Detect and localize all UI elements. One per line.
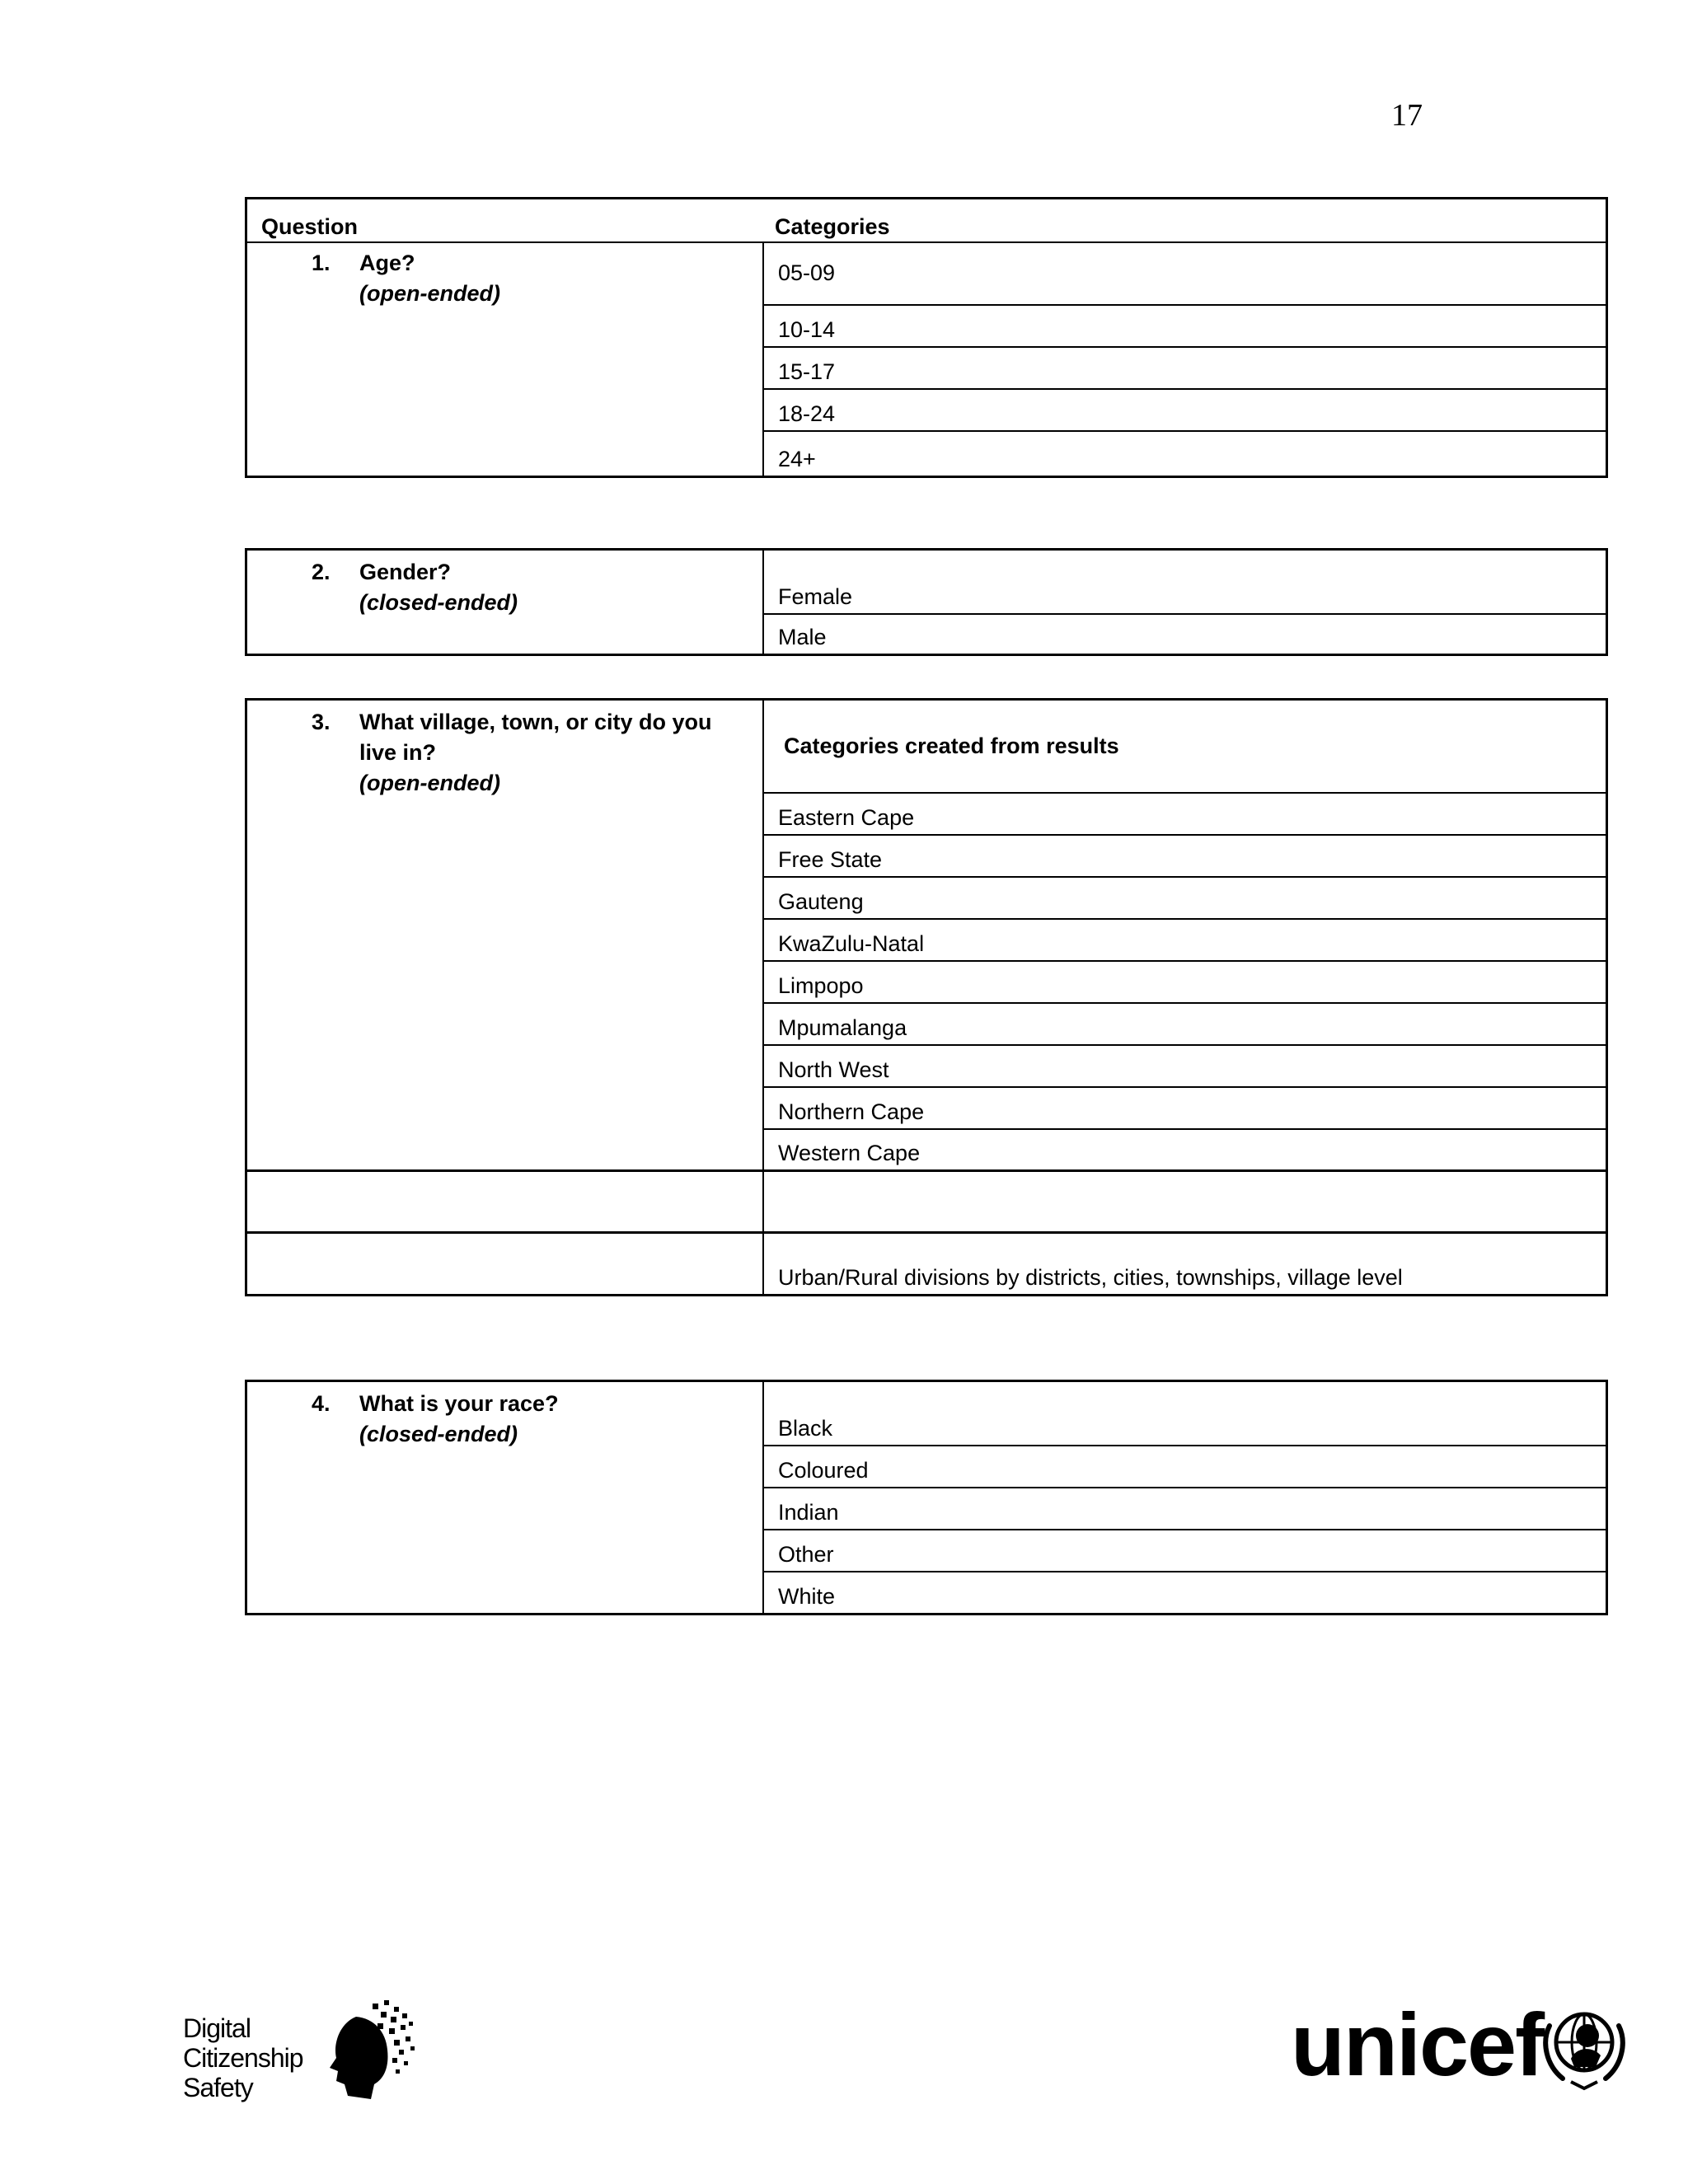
category-row: Eastern Cape [764, 792, 1606, 834]
category-row: North West [764, 1044, 1606, 1086]
category-row: Male [764, 613, 1606, 654]
category-row: Limpopo [764, 960, 1606, 1002]
categories-subheader: Categories created from results [784, 733, 1119, 758]
head-pixels-icon [323, 1999, 422, 2106]
question-type: (closed-ended) [359, 590, 518, 615]
category-row: Female [778, 584, 853, 609]
category-row: KwaZulu-Natal [764, 918, 1606, 960]
unicef-logo [1291, 1994, 1637, 2098]
question-3-cell [247, 701, 764, 1169]
category-row: 15-17 [764, 346, 1606, 388]
category-row: Gauteng [764, 876, 1606, 918]
categories-column [764, 551, 1606, 654]
question-number: 4. [312, 1391, 331, 1416]
categories-column [764, 1234, 1606, 1294]
category-row: Indian [764, 1487, 1606, 1529]
categories-column [764, 241, 1606, 476]
question-text: What is your race? [359, 1391, 559, 1416]
header-question: Question [261, 214, 359, 239]
categories-column [764, 701, 1606, 1169]
dcs-logo-text [183, 2013, 303, 2102]
empty-row [245, 1169, 1608, 1234]
page-number: 17 [1391, 98, 1423, 133]
question-2-cell [247, 551, 764, 654]
category-row: Coloured [764, 1445, 1606, 1487]
digital-citizenship-safety-logo [183, 1999, 422, 2106]
category-row: White [764, 1571, 1606, 1613]
question-type: (closed-ended) [359, 1422, 518, 1446]
question-text: What village, town, or city do you live in? [359, 710, 712, 765]
question-1-table [245, 241, 1608, 478]
category-row: Mpumalanga [764, 1002, 1606, 1044]
question-text: Gender? [359, 560, 452, 584]
question-type: (open-ended) [359, 281, 500, 306]
categories-column [764, 1382, 1606, 1613]
category-row: Black [778, 1416, 833, 1441]
category-row: Western Cape [764, 1128, 1606, 1169]
category-row: Free State [764, 834, 1606, 876]
dcs-logo-line: Safety [183, 2073, 253, 2102]
question-4-cell [247, 1382, 764, 1613]
category-row: Other [764, 1529, 1606, 1571]
category-row: 05-09 [778, 260, 836, 285]
question-number: 3. [312, 710, 331, 734]
empty-category-cell [764, 1172, 1606, 1231]
question-text: Age? [359, 251, 415, 275]
question-number: 1. [312, 251, 331, 275]
category-row: 18-24 [764, 388, 1606, 430]
question-4-table [245, 1380, 1608, 1615]
table-header [245, 197, 1608, 243]
category-row: Northern Cape [764, 1086, 1606, 1128]
category-row: Urban/Rural divisions by districts, cities, townships, village level [778, 1265, 1403, 1290]
unicef-wordmark: unicef [1291, 1994, 1544, 2094]
header-categories: Categories [775, 214, 890, 239]
urban-rural-row [245, 1231, 1608, 1296]
category-row: 10-14 [764, 304, 1606, 346]
empty-question-cell [247, 1234, 764, 1294]
unicef-emblem-icon [1538, 2001, 1630, 2092]
category-row: 24+ [764, 430, 1606, 476]
question-1-cell [247, 241, 764, 476]
empty-question-cell [247, 1172, 764, 1231]
question-3-table [245, 698, 1608, 1172]
question-type: (open-ended) [359, 771, 500, 795]
question-2-table [245, 548, 1608, 656]
dcs-logo-line: Citizenship [183, 2043, 303, 2073]
dcs-logo-line: Digital [183, 2013, 251, 2043]
question-number: 2. [312, 560, 331, 584]
